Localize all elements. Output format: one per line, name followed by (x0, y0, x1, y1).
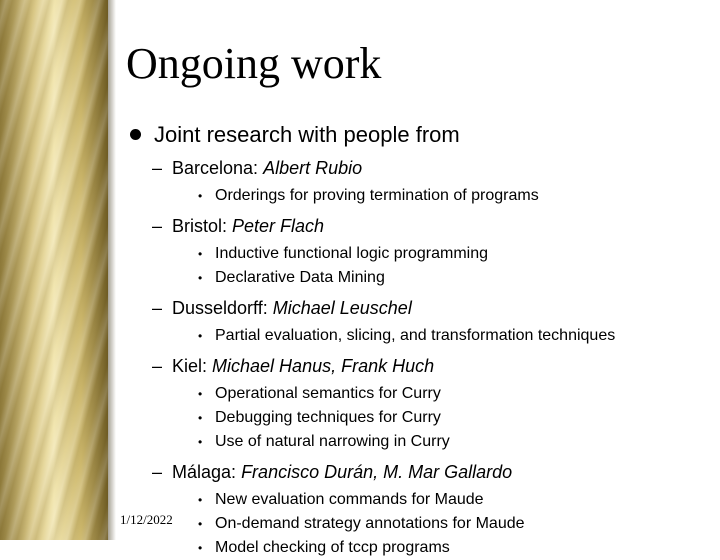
sub-item-text: Orderings for proving termination of programs (215, 187, 539, 204)
sub-item (128, 406, 714, 430)
sub-item (128, 382, 714, 406)
band-shadow (108, 0, 116, 540)
bullet-icon: • (198, 517, 203, 531)
sub-item (128, 488, 714, 512)
bullet-icon: • (198, 247, 203, 261)
group-place: Dusseldorff: (172, 298, 268, 318)
bullet-icon: • (198, 411, 203, 425)
bullet-icon: • (198, 329, 203, 343)
sub-item (128, 430, 714, 454)
sub-item-text: On-demand strategy annotations for Maude (215, 515, 525, 532)
group-people: Michael Leuschel (272, 298, 412, 318)
main-bullet (128, 120, 714, 150)
group-people: Michael Hanus, Frank Huch (212, 356, 435, 376)
sub-item-text: Inductive functional logic programming (215, 245, 489, 262)
bullet-icon: • (198, 189, 203, 203)
group-heading (128, 296, 714, 320)
group-heading (128, 214, 714, 238)
group-place: Barcelona: (172, 158, 259, 178)
group-heading (128, 354, 714, 378)
sub-item (128, 324, 714, 348)
main-bullet-text: Joint research with people from (154, 122, 460, 147)
group-heading (128, 156, 714, 180)
slide-title: Ongoing work (126, 39, 382, 88)
bullet-icon: • (198, 271, 203, 285)
group-people: Francisco Durán, M. Mar Gallardo (241, 462, 513, 482)
sub-item (128, 184, 714, 208)
group-place: Málaga: (172, 462, 237, 482)
decorative-gold-band (0, 0, 108, 540)
group-heading (128, 460, 714, 484)
group-place: Kiel: (172, 356, 208, 376)
sub-item (128, 266, 714, 290)
sub-item-text: Declarative Data Mining (215, 269, 385, 286)
sub-item (128, 242, 714, 266)
slide-content (128, 120, 714, 560)
sub-item-text: Operational semantics for Curry (215, 385, 441, 402)
sub-item-text: Partial evaluation, slicing, and transformation techniques (215, 327, 616, 344)
slide-date: 1/12/2022 (120, 512, 173, 527)
dash-icon: – (152, 158, 163, 178)
dash-icon: – (152, 356, 163, 376)
dash-icon: – (152, 298, 163, 318)
group-people: Albert Rubio (263, 158, 363, 178)
bullet-icon: • (198, 541, 203, 555)
dash-icon: – (152, 462, 163, 482)
bullet-dot-icon (130, 129, 141, 140)
bullet-icon: • (198, 387, 203, 401)
bullet-icon: • (198, 493, 203, 507)
sub-item (128, 512, 714, 536)
dash-icon: – (152, 216, 163, 236)
bullet-icon: • (198, 435, 203, 449)
group-people: Peter Flach (232, 216, 325, 236)
sub-item-text: Use of natural narrowing in Curry (215, 433, 450, 450)
sub-item-text: New evaluation commands for Maude (215, 491, 484, 508)
group-place: Bristol: (172, 216, 228, 236)
sub-item-text: Debugging techniques for Curry (215, 409, 441, 426)
sub-item-text: Model checking of tccp programs (215, 539, 450, 556)
